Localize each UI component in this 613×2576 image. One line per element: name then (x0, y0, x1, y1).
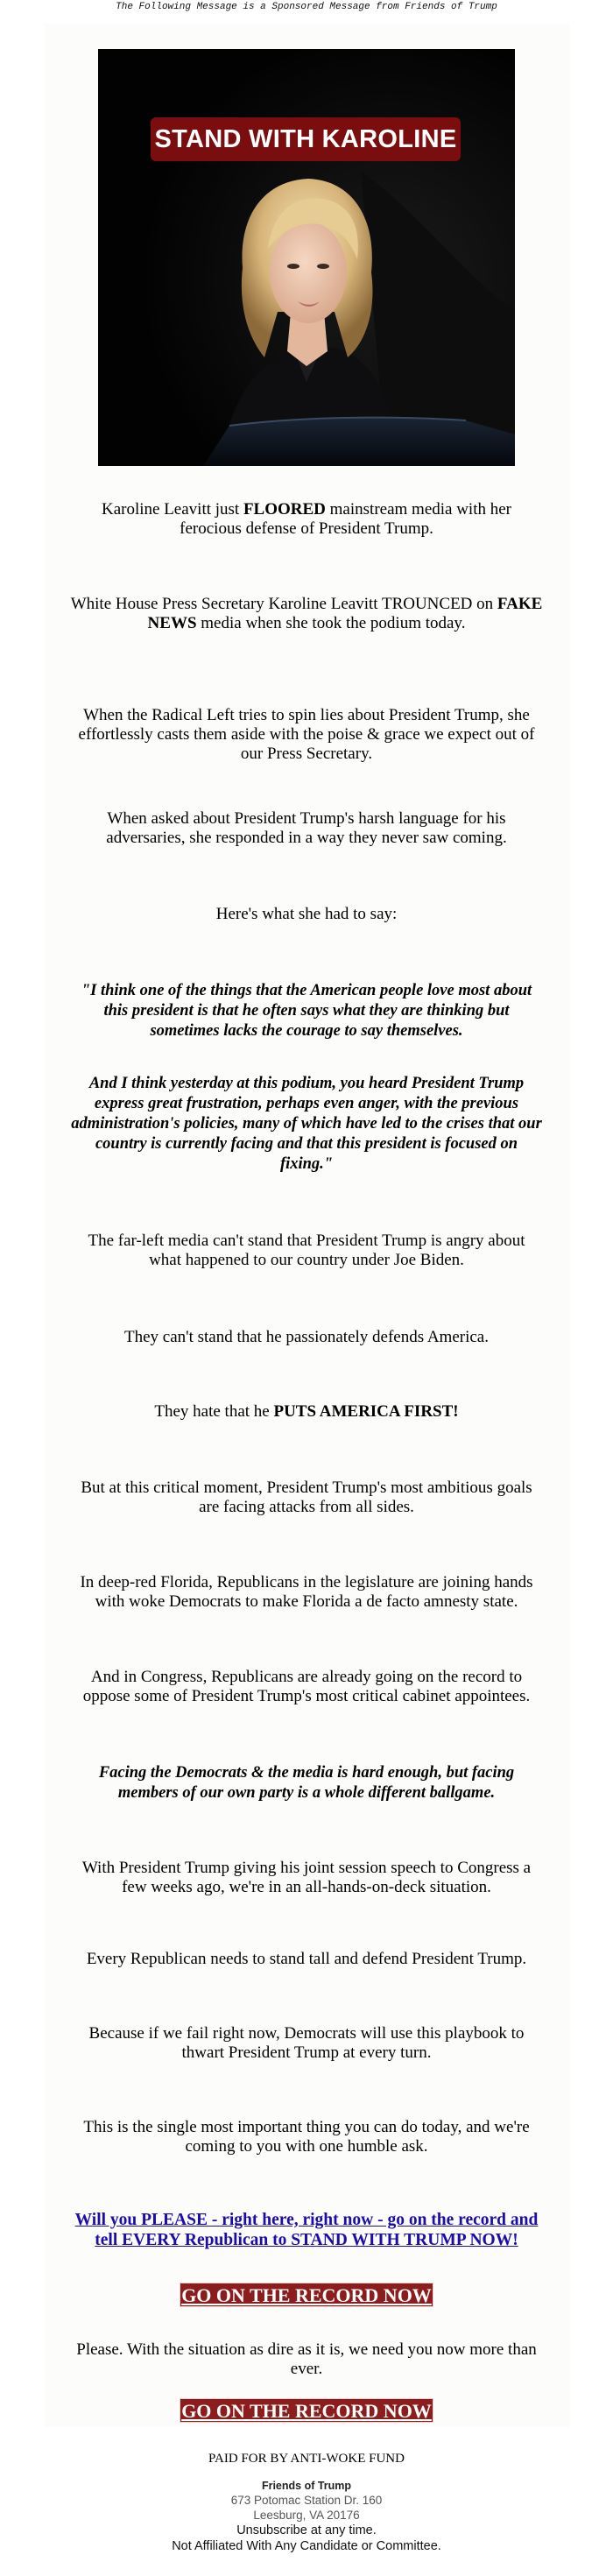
go-on-record-button-1[interactable]: GO ON THE RECORD NOW (180, 2283, 433, 2307)
paragraph-own-party: Facing the Democrats & the media is hard enough, but facing members of our own party is a whole different ballgame. (98, 1764, 515, 1802)
emphasis: FLOORED (243, 500, 326, 519)
paragraph-florida: In deep-red Florida, Republicans in the legislature are joining hands with woke Democrats to make Florida a de facto amnesty state. (80, 1573, 533, 1611)
paragraph-playbook: Because if we fail right now, Democrats will use this playbook to thwart President Trump at every turn. (88, 2024, 525, 2062)
email-card (44, 23, 569, 2427)
text: They hate that he (154, 1402, 274, 1421)
address-line-2: Leesburg, VA 20176 (253, 2509, 360, 2522)
quote-part-2: And I think yesterday at this podium, you heard President Trump express great frustration, perhaps even anger, with the previous administration's policies, many of which have led to the crises that our country is currently facing and that this president is focused on fixing." (71, 1075, 542, 1173)
stand-with-trump-link[interactable]: Will you PLEASE - right here, right now - go on the record and tell EVERY Republican to STAND WITH TRUMP NOW! (74, 2211, 539, 2249)
paragraph-america-first (70, 1402, 543, 1422)
text: White House Press Secretary Karoline Leavitt TROUNCED on (70, 595, 497, 613)
hero-banner: STAND WITH KAROLINE (151, 117, 461, 161)
ask-link-block (70, 2210, 543, 2250)
paragraph-critical-moment: But at this critical moment, President Trump's most ambitious goals are facing attacks from all sides. (81, 1479, 532, 1516)
photo-illustration (98, 49, 515, 466)
paragraph-humble-ask: This is the single most important thing you can do today, and we're coming to you with one humble ask. (83, 2118, 530, 2156)
not-affiliated-disclaimer: Not Affiliated With Any Candidate or Committee. (172, 2539, 441, 2553)
paragraph-floored (70, 500, 543, 539)
paragraph-harsh-language: When asked about President Trump's harsh language for his adversaries, she responded in a way they never saw coming. (106, 809, 507, 847)
quote-part-1: "I think one of the things that the American people love most about this president is that he often says what they are thinking but sometimes lacks the courage to say themselves. (81, 982, 532, 1040)
paragraph-defends-america: They can't stand that he passionately defends America. (123, 1328, 489, 1346)
paragraph-trounced (70, 595, 543, 633)
paragraph-what-she-said: Here's what she had to say: (215, 905, 398, 923)
address-line-1: 673 Potomac Station Dr. 160 (230, 2494, 383, 2507)
emphasis: FAKE NEWS (147, 595, 543, 632)
paid-for-disclaimer: PAID FOR BY ANTI-WOKE FUND (208, 2452, 405, 2466)
unsubscribe-link[interactable]: Unsubscribe at any time. (236, 2523, 377, 2537)
paragraph-joint-session: With President Trump giving his joint session speech to Congress a few weeks ago, we're in an all-hands-on-deck situation. (81, 1859, 532, 1896)
paragraph-please: Please. With the situation as dire as it is, we need you now more than ever. (76, 2340, 537, 2378)
hero-image (98, 49, 515, 466)
paragraph-congress: And in Congress, Republicans are already going on the record to oppose some of President Trump's most critical cabinet appointees. (82, 1668, 531, 1705)
text: media when she took the podium today. (196, 614, 466, 632)
text: mainstream media with her ferocious defense of President Trump. (180, 500, 512, 538)
paragraph-radical-left: When the Radical Left tries to spin lies about President Trump, she effortlessly casts them aside with the poise & grace we expect out of our Press Secretary. (78, 706, 535, 763)
paragraph-far-left: The far-left media can't stand that President Trump is angry about what happened to our country under Joe Biden. (88, 1232, 525, 1269)
paragraph-stand-tall: Every Republican needs to stand tall and defend President Trump. (86, 1950, 527, 1968)
org-name: Friends of Trump (261, 2480, 352, 2492)
emphasis: PUTS AMERICA FIRST! (273, 1402, 459, 1421)
go-on-record-button-2[interactable]: GO ON THE RECORD NOW (180, 2398, 433, 2423)
sponsored-notice: The Following Message is a Sponsored Message from Friends of Trump (116, 2, 497, 12)
text: Karoline Leavitt just (101, 500, 243, 519)
